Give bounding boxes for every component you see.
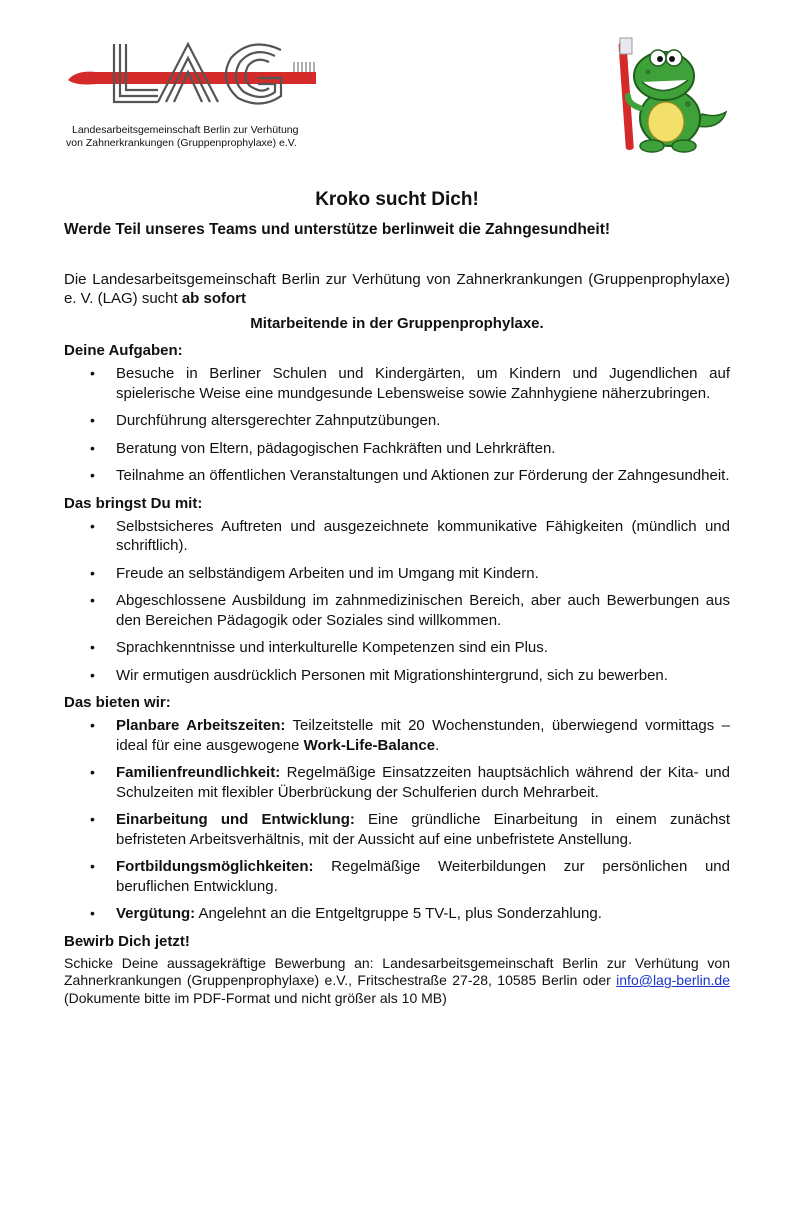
list-item: [64, 810, 730, 849]
document-header: [0, 0, 800, 170]
org-name-line-2: von Zahnerkrankungen (Gruppenprophylaxe) e.V.: [66, 137, 297, 149]
page-subtitle: Werde Teil unseres Teams und unterstütze berlinweit die Zahngesundheit!: [64, 221, 611, 238]
role-title: Mitarbeitende in der Gruppenprophylaxe.: [250, 315, 544, 332]
list-item-text: Beratung von Eltern, pädagogischen Fachkräften und Lehrkräften.: [116, 439, 556, 457]
list-item: [64, 716, 730, 755]
list-item: [64, 763, 730, 802]
bullet-icon: •: [90, 439, 95, 456]
bullet-icon: •: [90, 517, 95, 534]
tasks-list: [64, 364, 730, 486]
bullet-icon: •: [90, 467, 95, 483]
list-item: [64, 666, 730, 686]
list-item-label: Vergütung:: [116, 905, 196, 922]
bullet-icon: •: [90, 592, 95, 608]
bullet-icon: •: [90, 365, 95, 381]
bullet-icon: •: [90, 639, 95, 655]
list-item-emphasis: Work-Life-Balance: [303, 736, 436, 754]
intro-text: Die Landesarbeitsgemeinschaft Berlin zur Verhütung von Zahnerkrankungen (Gruppenprophylaxe) e. V. (LAG) sucht: [64, 271, 730, 307]
apply-text: Schicke Deine aussagekräftige Bewerbung an: Landesarbeitsgemeinschaft Berlin zur Verhütung von Zahnerkrankungen (Gruppenprophylaxe) e.V., Fritschestraße 27-28, 10585 Berlin oder: [64, 954, 730, 988]
email-link[interactable]: info@lag-berlin.de: [616, 972, 730, 988]
list-item-text: Regelmäßige Weiterbildungen zur persönlichen und beruflichen Entwicklung.: [116, 858, 730, 895]
crocodile-mascot-icon: [608, 34, 734, 160]
list-item-end: .: [435, 736, 440, 754]
list-item-text: Selbstsicheres Auftreten und ausgezeichnete kommunikative Fähigkeiten (mündlich und schriftlich).: [116, 517, 730, 554]
list-item: [64, 564, 730, 584]
list-item-text: Freude an selbständigem Arbeiten und im Umgang mit Kindern.: [116, 564, 539, 582]
list-item-label: Einarbeitung und Entwicklung:: [116, 811, 355, 828]
requirements-heading: Das bringst Du mit:: [64, 494, 203, 512]
bullet-icon: •: [90, 905, 95, 921]
list-item: [64, 857, 730, 896]
list-item-text: Sprachkenntnisse und interkulturelle Kompetenzen sind ein Plus.: [116, 639, 548, 656]
list-item: [64, 591, 730, 630]
org-name-line-1: Landesarbeitsgemeinschaft Berlin zur Verhütung: [72, 124, 299, 136]
list-item-text: Besuche in Berliner Schulen und Kindergärten, um Kindern und Jugendlichen auf spielerische Weise eine mundgesunde Lebensweise sowie Zahnhygiene näherzubringen.: [116, 365, 730, 402]
apply-note: (Dokumente bitte im PDF-Format und nicht größer als 10 MB): [64, 989, 447, 1006]
bullet-icon: •: [90, 564, 95, 581]
list-item-text: Abgeschlossene Ausbildung im zahnmedizinischen Bereich, aber auch Bewerbungen aus den Bereichen Pädagogik oder Soziales sind willkommen.: [116, 592, 730, 629]
list-item-text: Angelehnt an die Entgeltgruppe 5 TV-L, plus Sonderzahlung.: [195, 905, 602, 922]
list-item: [64, 439, 730, 459]
lag-logo: [66, 40, 331, 110]
apply-paragraph: [64, 955, 730, 1008]
list-item: [64, 466, 730, 486]
list-item: [64, 904, 730, 924]
list-item-label: Fortbildungsmöglichkeiten:: [116, 858, 314, 875]
offer-list: [64, 716, 730, 924]
list-item-text: Teilzeitstelle mit 20 Wochenstunden, überwiegend vormittags – ideal für eine ausgewogene: [116, 717, 730, 754]
list-item-label: Familienfreundlichkeit:: [116, 764, 281, 781]
bullet-icon: •: [90, 412, 95, 428]
tasks-heading: Deine Aufgaben:: [64, 342, 183, 359]
list-item-text: Eine gründliche Einarbeitung in einem zunächst befristeten Arbeitsverhältnis, mit der Aussicht auf eine unbefristete Anstellung.: [116, 811, 730, 848]
apply-heading: Bewirb Dich jetzt!: [64, 932, 190, 950]
bullet-icon: •: [90, 811, 95, 827]
requirements-list: [64, 517, 730, 686]
list-item: [64, 517, 730, 556]
bullet-icon: •: [90, 858, 95, 874]
offer-heading: Das bieten wir:: [64, 694, 171, 711]
list-item-label: Planbare Arbeitszeiten:: [116, 717, 286, 734]
intro-paragraph: [64, 270, 730, 308]
job-posting: [64, 180, 730, 1007]
bullet-icon: •: [90, 666, 95, 683]
bullet-icon: •: [90, 764, 95, 780]
list-item: [64, 638, 730, 658]
intro-emphasis: ab sofort: [181, 290, 247, 307]
page-title: Kroko sucht Dich!: [315, 189, 479, 210]
list-item-text: Teilnahme an öffentlichen Veranstaltungen und Aktionen zur Förderung der Zahngesundheit.: [116, 467, 730, 484]
list-item-text: Wir ermutigen ausdrücklich Personen mit Migrationshintergrund, sich zu bewerben.: [116, 666, 668, 684]
list-item: [64, 411, 730, 431]
list-item-text: Regelmäßige Einsatzzeiten hauptsächlich während der Kita- und Schulzeiten mit flexibler Überbrückung der Schulferien durch Mehrarbeit.: [116, 764, 730, 801]
list-item-text: Durchführung altersgerechter Zahnputzübungen.: [116, 412, 441, 429]
list-item: [64, 364, 730, 403]
bullet-icon: •: [90, 717, 95, 733]
